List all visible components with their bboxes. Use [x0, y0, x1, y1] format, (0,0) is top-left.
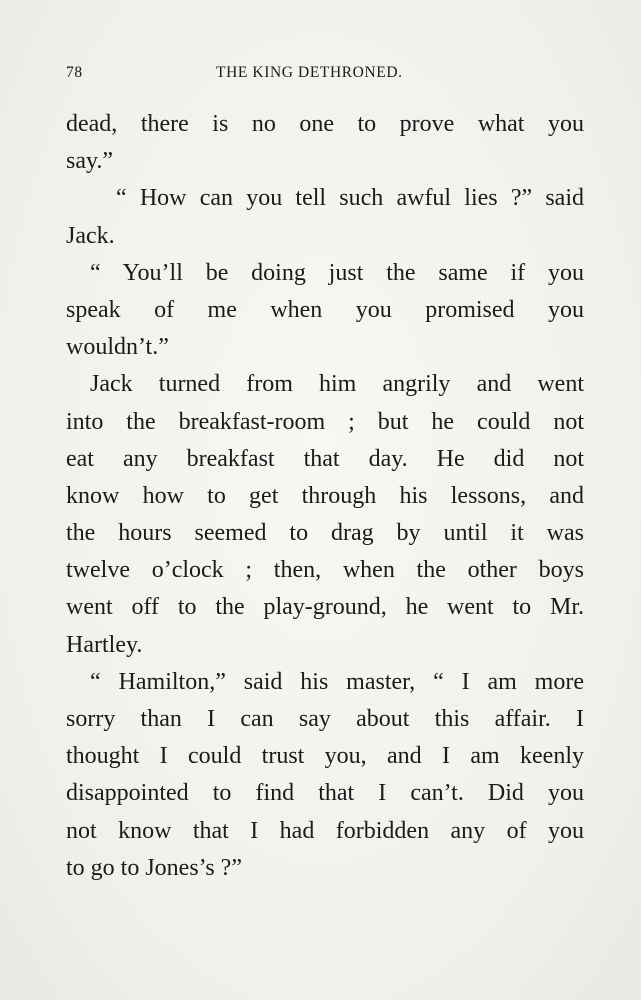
text-line: dead, there is no one to prove what you [66, 111, 584, 137]
text-line: know how to get through his lessons, and [66, 482, 584, 509]
running-title: THE KING DETHRONED. [216, 64, 403, 81]
text-line: Jack turned from him angrily and went [90, 371, 584, 398]
text-line: wouldn’t.” [66, 334, 169, 361]
text-line: eat any breakfast that day. He did not [66, 445, 584, 472]
text-line: sorry than I can say about this affair. I [66, 706, 584, 732]
body-text [66, 106, 584, 887]
text-line: “ You’ll be doing just the same if you [90, 259, 584, 286]
page-number: 78 [66, 64, 83, 81]
text-line: Jack. [66, 222, 115, 249]
text-line: Hartley. [66, 631, 143, 658]
text-line: disappointed to find that I can’t. Did you [66, 780, 584, 807]
running-header [66, 64, 584, 90]
text-line: “ How can you tell such awful lies ?” said [116, 185, 584, 212]
text-line: not know that I had forbidden any of you [66, 817, 584, 844]
text-line: the hours seemed to drag by until it was [66, 520, 584, 547]
text-line: twelve o’clock ; then, when the other boys [66, 557, 584, 584]
text-line: say.” [66, 148, 114, 175]
text-line: into the breakfast-room ; but he could not [66, 408, 584, 435]
text-line: thought I could trust you, and I am keenly [66, 743, 584, 770]
text-line: went off to the play-ground, he went to Mr. [66, 594, 584, 621]
text-line: speak of me when you promised you [66, 296, 584, 323]
text-line: to go to Jones’s ?” [66, 854, 242, 881]
text-line: “ Hamilton,” said his master, “ I am more [90, 668, 584, 695]
